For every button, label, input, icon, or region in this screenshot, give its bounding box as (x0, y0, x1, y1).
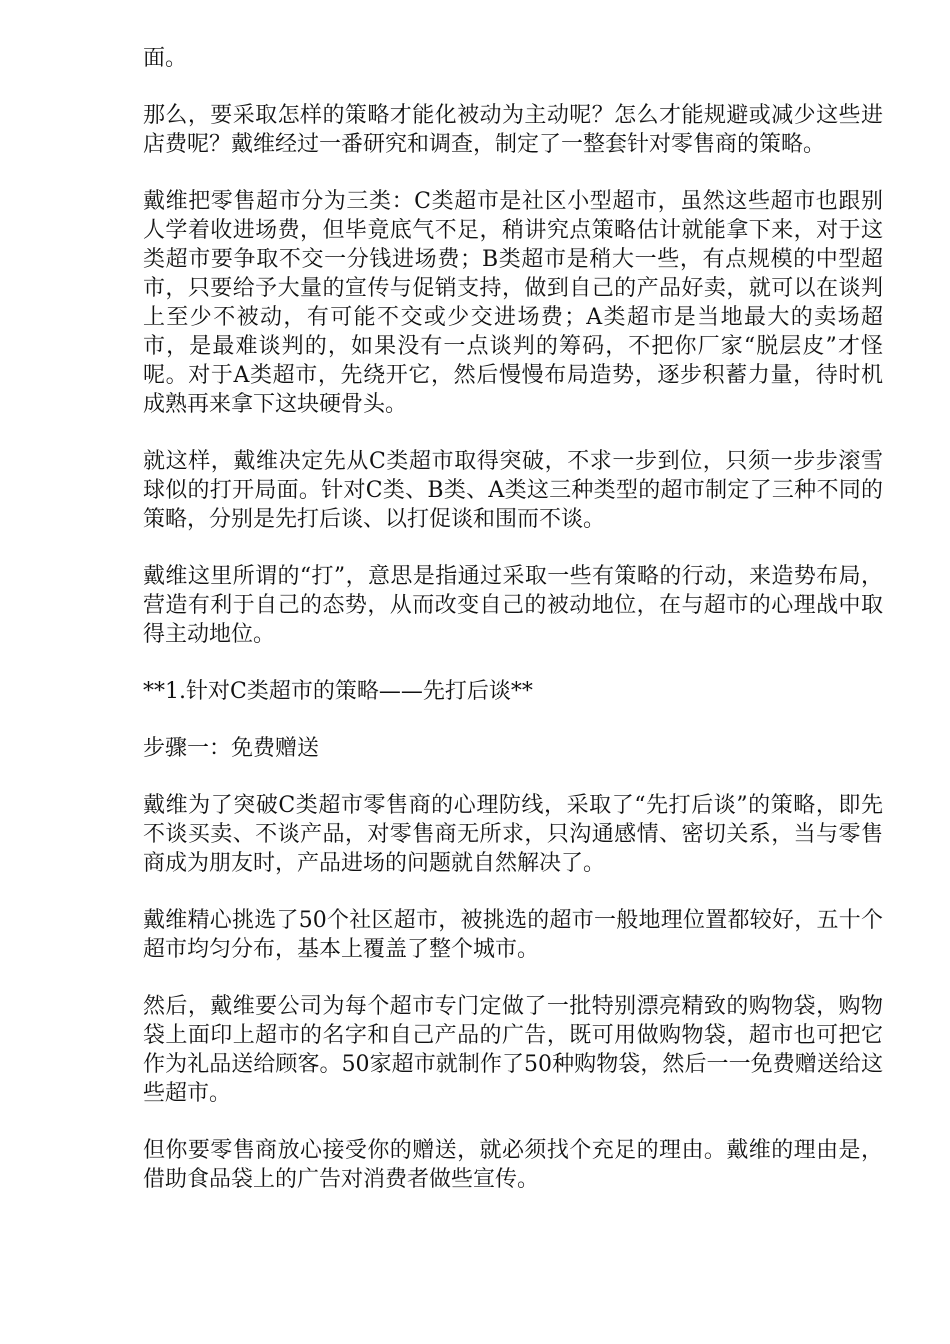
paragraph-shopping-bags: 然后，戴维要公司为每个超市专门定做了一批特别漂亮精致的购物袋，购物袋上面印上超市的名字和自己产品的广告，既可用做购物袋，超市也可把它作为礼品送给顾客。50家超市就制作了50种购物袋，然后一一免费赠送给这些超市。 (143, 994, 883, 1106)
paragraph-da-meaning: 戴维这里所谓的“打”，意思是指通过采取一些有策略的行动，来造势布局，营造有利于自己的态势，从而改变自己的被动地位，在与超市的心理战中取得主动地位。 (143, 564, 883, 647)
paragraph-continuation: 面。 (143, 46, 188, 71)
paragraph-strategy-question: 那么，要采取怎样的策略才能化被动为主动呢？怎么才能规避或减少这些进店费呢？戴维经过一番研究和调查，制定了一整套针对零售商的策略。 (143, 103, 883, 157)
paragraph-reason: 但你要零售商放心接受你的赠送，就必须找个充足的理由。戴维的理由是，借助食品袋上的广告对消费者做些宣传。 (143, 1138, 883, 1192)
paragraph-fifty-supermarkets: 戴维精心挑选了50个社区超市，被挑选的超市一般地理位置都较好，五十个超市均匀分布，基本上覆盖了整个城市。 (143, 908, 883, 962)
paragraph-c-class-breakthrough: 就这样，戴维决定先从C类超市取得突破，不求一步到位，只须一步步滚雪球似的打开局面。针对C类、B类、A类这三种类型的超市制定了三种不同的策略，分别是先打后谈、以打促谈和围而不谈。 (143, 449, 883, 532)
paragraph-first-strike: 戴维为了突破C类超市零售商的心理防线，采取了“先打后谈”的策略，即先不谈买卖、不谈产品，对零售商无所求，只沟通感情、密切关系，当与零售商成为朋友时，产品进场的问题就自然解决了。 (143, 793, 883, 876)
paragraph-supermarket-categories: 戴维把零售超市分为三类：C类超市是社区小型超市，虽然这些超市也跟别人学着收进场费，但毕竟底气不足，稍讲究点策略估计就能拿下来，对于这类超市要争取不交一分钱进场费；B类超市是稍大一些，有点规模的中型超市，只要给予大量的宣传与促销支持，做到自己的产品好卖，就可以在谈判上至少不被动，有可能不交或少交进场费；A类超市是当地最大的卖场超市，是最难谈判的，如果没有一点谈判的筹码，不把你厂家“脱层皮”才怪呢。对于A类超市，先绕开它，然后慢慢布局造势，逐步积蓄力量，待时机成熟再来拿下这块硬骨头。 (143, 189, 883, 417)
section-heading-c-class-strategy: **1.针对C类超市的策略——先打后谈** (143, 679, 533, 704)
document-body (143, 44, 883, 1222)
step-heading-free-gift: 步骤一：免费赠送 (143, 736, 320, 761)
